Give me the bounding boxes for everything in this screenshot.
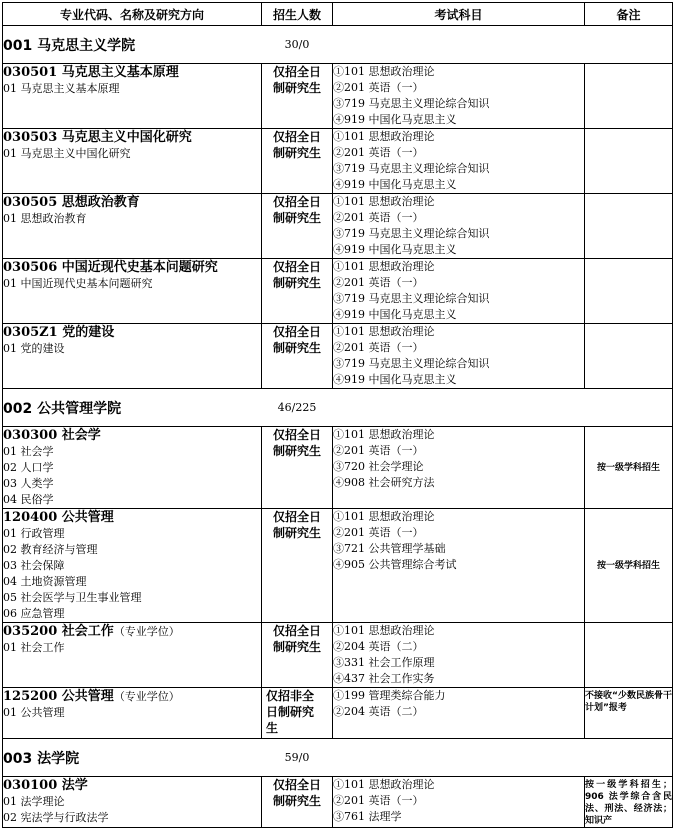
enrollment-type-cell (262, 688, 333, 739)
remark-text: 不接收“少数民族骨干计划”报考 (585, 691, 672, 713)
remarks-cell (585, 688, 673, 739)
major-cell (3, 64, 262, 129)
exam-subject: ④919 中国化马克思主义 (333, 373, 457, 386)
college-row-blank (333, 26, 673, 64)
enrollment-type-line: 制研究生 (272, 146, 321, 160)
college-row (3, 26, 673, 64)
major-title: 120400 公共管理 (3, 510, 114, 525)
major-cell (3, 688, 262, 739)
college-row-blank (333, 389, 673, 427)
exam-subject: ②201 英语（一） (333, 444, 424, 457)
major-cell (3, 623, 262, 688)
remarks-cell (585, 129, 673, 194)
exam-subjects-cell (333, 129, 585, 194)
major-title: 0305Z1 党的建设 (3, 325, 115, 340)
exam-subject: ①101 思想政治理论 (333, 130, 435, 143)
major-title: 125200 公共管理 (3, 689, 114, 704)
college-name: 002 公共管理学院 (3, 389, 262, 427)
research-direction: 01 法学理论 (3, 795, 65, 808)
major-type-tag: （专业学位） (113, 690, 180, 703)
enrollment-type-cell (262, 427, 333, 509)
exam-subjects-cell (333, 259, 585, 324)
exam-subject: ①199 管理类综合能力 (333, 689, 446, 702)
exam-subject: ④919 中国化马克思主义 (333, 308, 457, 321)
exam-subjects-cell (333, 509, 585, 623)
exam-subject: ①101 思想政治理论 (333, 778, 435, 791)
research-direction: 01 思想政治教育 (3, 212, 87, 225)
enrollment-type-cell (262, 777, 333, 828)
major-cell (3, 509, 262, 623)
enrollment-type-line: 生 (266, 721, 279, 735)
enrollment-type-cell (262, 259, 333, 324)
exam-subject: ②201 英语（一） (333, 794, 424, 807)
exam-subject: ②201 英语（一） (333, 341, 424, 354)
remarks-cell (585, 64, 673, 129)
research-direction: 03 人类学 (3, 477, 54, 490)
research-direction: 01 公共管理 (3, 706, 65, 719)
major-code-name (3, 129, 261, 146)
remarks-cell (585, 259, 673, 324)
major-row (3, 129, 673, 194)
research-direction: 01 社会工作 (3, 641, 65, 654)
research-direction: 04 土地资源管理 (3, 575, 87, 588)
exam-subjects-cell (333, 623, 585, 688)
research-direction: 01 社会学 (3, 445, 54, 458)
major-title: 030505 思想政治教育 (3, 195, 140, 210)
exam-subject: ③719 马克思主义理论综合知识 (333, 162, 490, 175)
header-row (3, 3, 673, 26)
exam-subject: ③719 马克思主义理论综合知识 (333, 357, 490, 370)
major-code-name (3, 509, 261, 526)
research-direction: 02 教育经济与管理 (3, 543, 98, 556)
exam-subjects-cell (333, 194, 585, 259)
major-cell (3, 129, 262, 194)
enrollment-type-cell (262, 509, 333, 623)
exam-subject: ④437 社会工作实务 (333, 672, 435, 685)
exam-subject: ①101 思想政治理论 (333, 428, 435, 441)
college-row (3, 389, 673, 427)
enrollment-type-line: 仅招非全 (266, 689, 315, 703)
major-title: 030501 马克思主义基本原理 (3, 65, 179, 80)
major-cell (3, 777, 262, 828)
remarks-cell (585, 777, 673, 828)
exam-subject: ②204 英语（二） (333, 640, 424, 653)
college-name: 003 法学院 (3, 739, 262, 777)
exam-subject: ②201 英语（一） (333, 146, 424, 159)
exam-subject: ②201 英语（一） (333, 526, 424, 539)
college-quota: 46/225 (262, 389, 333, 427)
enrollment-type-line: 仅招全日 (272, 65, 321, 79)
major-title: 030100 法学 (3, 778, 88, 793)
header-exams: 考试科目 (333, 3, 585, 26)
exam-subject: ③719 马克思主义理论综合知识 (333, 227, 490, 240)
remarks-cell (585, 509, 673, 623)
exam-subject: ②201 英语（一） (333, 211, 424, 224)
research-direction: 05 社会医学与卫生事业管理 (3, 591, 142, 604)
major-cell (3, 194, 262, 259)
research-direction: 01 党的建设 (3, 342, 65, 355)
major-row (3, 194, 673, 259)
enrollment-type-line: 仅招全日 (272, 195, 321, 209)
enrollment-type-line: 制研究生 (272, 640, 321, 654)
college-row-blank (333, 739, 673, 777)
exam-subject: ④919 中国化马克思主义 (333, 243, 457, 256)
major-code-name (3, 777, 261, 794)
exam-subject: ③720 社会学理论 (333, 460, 424, 473)
research-direction: 02 人口学 (3, 461, 54, 474)
research-direction: 03 社会保障 (3, 559, 65, 572)
enrollment-type-line: 制研究生 (272, 526, 321, 540)
remarks-cell (585, 324, 673, 389)
exam-subject: ①101 思想政治理论 (333, 510, 435, 523)
college-quota: 30/0 (262, 26, 333, 64)
major-row (3, 777, 673, 828)
exam-subjects-cell (333, 324, 585, 389)
enrollment-type-line: 仅招全日 (272, 325, 321, 339)
major-code-name (3, 623, 261, 640)
major-title: 030506 中国近现代史基本问题研究 (3, 260, 218, 275)
major-row (3, 509, 673, 623)
exam-subject: ①101 思想政治理论 (333, 65, 435, 78)
exam-subjects-cell (333, 427, 585, 509)
exam-subject: ④908 社会研究方法 (333, 476, 435, 489)
enrollment-type-line: 仅招全日 (272, 260, 321, 274)
enrollment-type-line: 仅招全日 (272, 624, 321, 638)
major-cell (3, 324, 262, 389)
research-direction: 01 马克思主义基本原理 (3, 82, 120, 95)
exam-subject: ④919 中国化马克思主义 (333, 178, 457, 191)
exam-subject: ③721 公共管理学基础 (333, 542, 446, 555)
remarks-cell (585, 427, 673, 509)
major-title: 030300 社会学 (3, 428, 101, 443)
header-notes: 备注 (585, 3, 673, 26)
enrollment-type-line: 制研究生 (272, 444, 321, 458)
major-row (3, 623, 673, 688)
research-direction: 01 行政管理 (3, 527, 65, 540)
enrollment-type-cell (262, 324, 333, 389)
enrollment-type-cell (262, 194, 333, 259)
exam-subject: ④905 公共管理综合考试 (333, 558, 457, 571)
major-row (3, 324, 673, 389)
college-row (3, 739, 673, 777)
enrollment-catalog-table (2, 2, 673, 828)
major-code-name (3, 324, 261, 341)
header-major: 专业代码、名称及研究方向 (3, 3, 262, 26)
enrollment-type-line: 制研究生 (272, 276, 321, 290)
enrollment-type-line: 制研究生 (272, 341, 321, 355)
exam-subject: ①101 思想政治理论 (333, 195, 435, 208)
exam-subject: ②201 英语（一） (333, 81, 424, 94)
enrollment-type-line: 仅招全日 (272, 778, 321, 792)
major-title: 035200 社会工作 (3, 624, 114, 639)
remark-text: 按一级学科招生 (596, 462, 660, 473)
major-code-name (3, 259, 261, 276)
exam-subject: ①101 思想政治理论 (333, 624, 435, 637)
enrollment-type-line: 仅招全日 (272, 510, 321, 524)
major-row (3, 688, 673, 739)
catalog-body (3, 26, 673, 828)
research-direction: 02 宪法学与行政法学 (3, 811, 109, 824)
exam-subject: ③331 社会工作原理 (333, 656, 435, 669)
exam-subjects-cell (333, 777, 585, 828)
remarks-cell (585, 194, 673, 259)
college-quota: 59/0 (262, 739, 333, 777)
major-cell (3, 427, 262, 509)
major-code-name (3, 427, 261, 444)
enrollment-type-cell (262, 129, 333, 194)
header-enroll: 招生人数 (262, 3, 333, 26)
major-code-name (3, 64, 261, 81)
enrollment-type-line: 仅招全日 (272, 428, 321, 442)
major-code-name (3, 194, 261, 211)
exam-subject: ③719 马克思主义理论综合知识 (333, 97, 490, 110)
enrollment-type-line: 制研究生 (272, 211, 321, 225)
remarks-cell (585, 623, 673, 688)
exam-subject: ④919 中国化马克思主义 (333, 113, 457, 126)
research-direction: 06 应急管理 (3, 607, 65, 620)
major-cell (3, 259, 262, 324)
exam-subject: ②204 英语（二） (333, 705, 424, 718)
enrollment-type-line: 日制研究 (266, 705, 315, 719)
major-title: 030503 马克思主义中国化研究 (3, 130, 192, 145)
enrollment-type-line: 制研究生 (272, 81, 321, 95)
major-row (3, 259, 673, 324)
enrollment-type-cell (262, 64, 333, 129)
college-name: 001 马克思主义学院 (3, 26, 262, 64)
remark-text: 按一级学科招生；906 法学综合含民法、刑法、经济法；知识产 (585, 780, 672, 826)
major-row (3, 427, 673, 509)
remark-text: 按一级学科招生 (596, 560, 660, 571)
exam-subjects-cell (333, 64, 585, 129)
research-direction: 04 民俗学 (3, 493, 54, 506)
exam-subject: ③761 法理学 (333, 810, 402, 823)
research-direction: 01 马克思主义中国化研究 (3, 147, 131, 160)
exam-subject: ①101 思想政治理论 (333, 325, 435, 338)
enrollment-type-cell (262, 623, 333, 688)
exam-subjects-cell (333, 688, 585, 739)
exam-subject: ②201 英语（一） (333, 276, 424, 289)
enrollment-type-line: 仅招全日 (272, 130, 321, 144)
major-code-name (3, 688, 261, 705)
major-row (3, 64, 673, 129)
enrollment-type-line: 制研究生 (272, 794, 321, 808)
research-direction: 01 中国近现代史基本问题研究 (3, 277, 153, 290)
exam-subject: ①101 思想政治理论 (333, 260, 435, 273)
exam-subject: ③719 马克思主义理论综合知识 (333, 292, 490, 305)
major-type-tag: （专业学位） (113, 625, 180, 638)
